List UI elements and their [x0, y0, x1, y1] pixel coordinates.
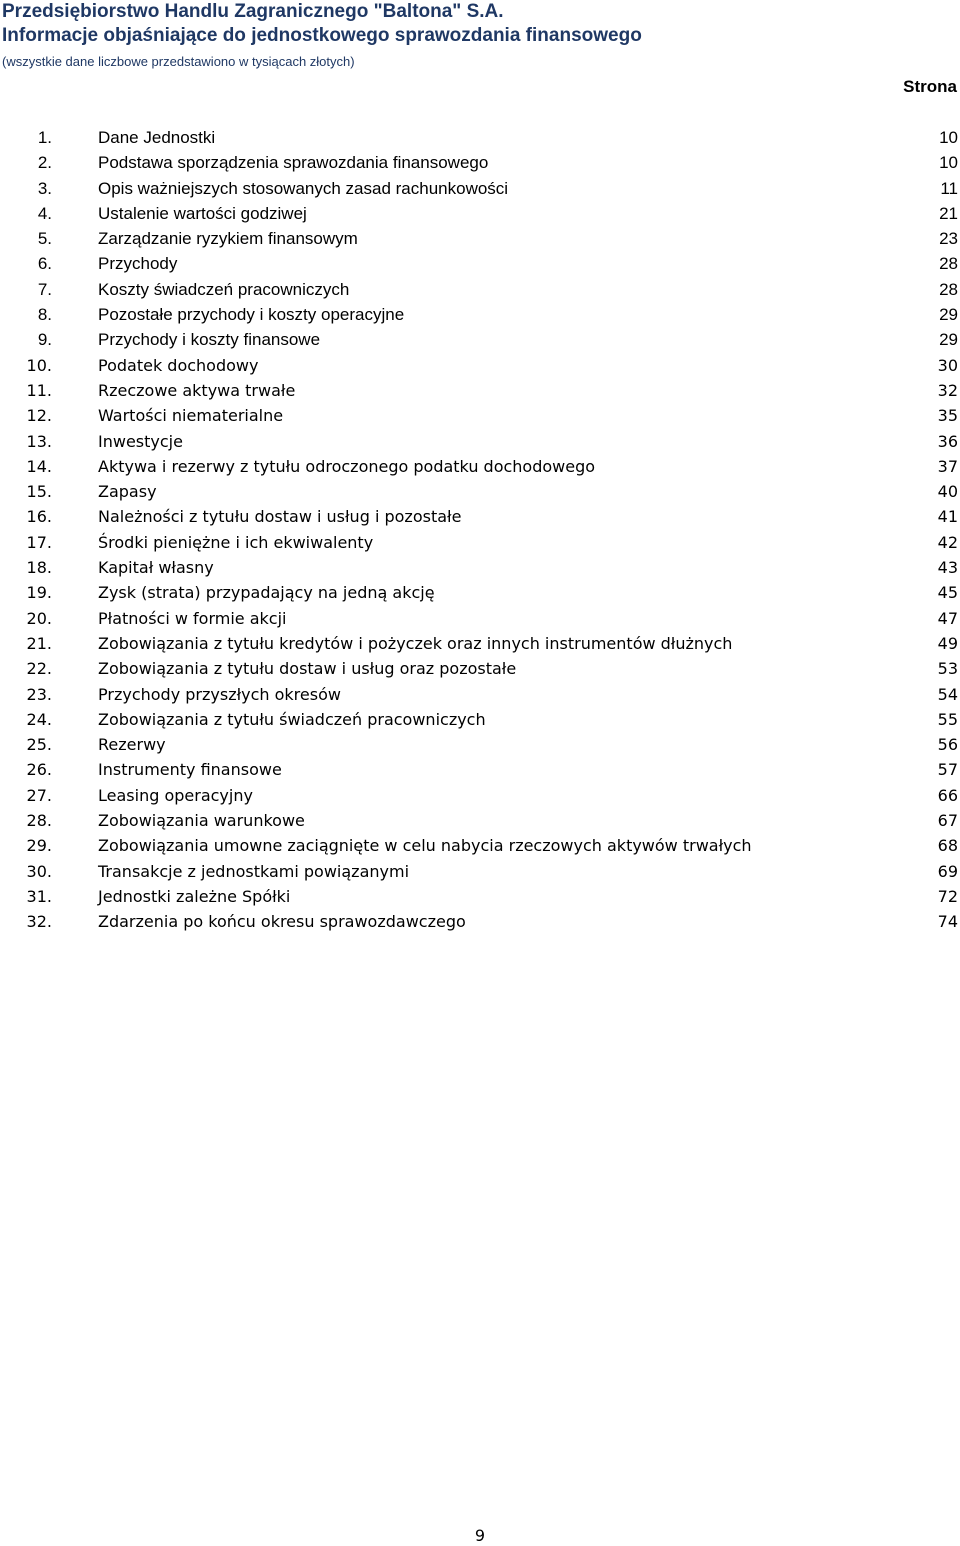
toc-entry[interactable]: [0, 530, 960, 555]
toc-entry-number: 23.: [26, 684, 52, 704]
toc-entry-number: 14.: [26, 456, 52, 476]
toc-entry-title: Zysk (strata) przypadający na jedną akcję: [98, 583, 435, 603]
toc-entry[interactable]: [0, 732, 960, 757]
toc-entry-number: 25.: [26, 735, 52, 755]
toc-entry[interactable]: [0, 757, 960, 782]
toc-entry-number: 29.: [26, 836, 52, 856]
toc-entry-page: 47: [937, 608, 958, 628]
toc-entry-title: Wartości niematerialne: [98, 406, 284, 426]
toc-entry-page: 21: [939, 203, 958, 223]
toc-entry-page: 11: [940, 178, 958, 198]
toc-entry-page: 28: [939, 279, 958, 299]
toc-entry-number: 26.: [26, 760, 52, 780]
toc-entry-number: 6.: [37, 254, 52, 274]
toc-entry-title: Instrumenty finansowe: [98, 760, 282, 780]
toc-entry[interactable]: [0, 277, 960, 302]
page-column-label: Strona: [903, 77, 957, 96]
table-of-contents: [0, 125, 960, 935]
toc-entry-number: 20.: [26, 608, 52, 628]
toc-entry-number: 24.: [26, 709, 52, 729]
toc-entry-number: 2.: [37, 153, 52, 173]
toc-entry-page: 69: [937, 861, 958, 881]
toc-entry-title: Leasing operacyjny: [98, 785, 253, 805]
toc-entry-title: Przychody przyszłych okresów: [98, 684, 341, 704]
toc-entry-number: 27.: [26, 785, 52, 805]
toc-entry-number: 12.: [26, 406, 52, 426]
toc-entry-page: 28: [939, 254, 958, 274]
toc-entry-number: 9.: [37, 330, 52, 350]
toc-entry-title: Zobowiązania warunkowe: [98, 811, 305, 831]
toc-entry-title: Jednostki zależne Spółki: [98, 886, 291, 906]
document-title: Informacje objaśniające do jednostkowego sprawozdania finansowego: [2, 25, 642, 46]
toc-entry-title: Podatek dochodowy: [98, 355, 259, 375]
toc-entry-number: 15.: [26, 482, 52, 502]
toc-entry[interactable]: [0, 808, 960, 833]
toc-entry-page: 74: [937, 912, 958, 932]
toc-entry-page: 42: [937, 532, 958, 552]
toc-entry-title: Środki pieniężne i ich ekwiwalenty: [98, 532, 374, 552]
toc-entry-page: 53: [937, 659, 958, 679]
toc-entry-number: 16.: [26, 507, 52, 527]
toc-entry-title: Zapasy: [98, 482, 157, 502]
toc-entry-title: Przychody i koszty finansowe: [98, 330, 321, 350]
toc-entry-title: Zarządzanie ryzykiem finansowym: [98, 229, 358, 249]
toc-entry-page: 35: [937, 406, 958, 426]
toc-entry-number: 22.: [26, 659, 52, 679]
toc-entry[interactable]: [0, 226, 960, 251]
toc-entry-page: 36: [937, 431, 958, 451]
toc-entry-title: Aktywa i rezerwy z tytułu odroczonego podatku dochodowego: [98, 456, 596, 476]
toc-entry-title: Zobowiązania z tytułu kredytów i pożyczek oraz innych instrumentów dłużnych: [98, 633, 733, 653]
toc-entry[interactable]: [0, 656, 960, 681]
toc-entry[interactable]: [0, 201, 960, 226]
toc-entry-number: 7.: [37, 279, 52, 299]
toc-entry-page: 49: [937, 633, 958, 653]
toc-entry-page: 10: [939, 153, 958, 173]
toc-entry[interactable]: [0, 150, 960, 175]
toc-entry-title: Przychody: [98, 254, 178, 274]
toc-entry-number: 1.: [37, 128, 52, 147]
toc-entry-page: 41: [937, 507, 958, 527]
units-note: (wszystkie dane liczbowe przedstawiono w tysiącach złotych): [2, 54, 355, 69]
toc-entry-page: 56: [937, 735, 958, 755]
toc-entry-number: 8.: [37, 305, 52, 325]
toc-entry-page: 55: [937, 709, 958, 729]
toc-entry-page: 67: [937, 811, 958, 831]
toc-entry-number: 10.: [26, 355, 52, 375]
toc-entry[interactable]: [0, 125, 960, 150]
toc-entry-title: Zobowiązania z tytułu świadczeń pracowniczych: [98, 709, 486, 729]
toc-entry[interactable]: [0, 176, 960, 201]
toc-entry[interactable]: [0, 555, 960, 580]
toc-entry[interactable]: [0, 353, 960, 378]
toc-entry-title: Należności z tytułu dostaw i usług i pozostałe: [98, 507, 462, 527]
toc-entry[interactable]: [0, 833, 960, 858]
toc-entry[interactable]: [0, 327, 960, 352]
toc-entry-page: 29: [939, 330, 958, 350]
toc-entry-title: Podstawa sporządzenia sprawozdania finansowego: [98, 153, 489, 173]
toc-entry[interactable]: [0, 251, 960, 276]
toc-entry[interactable]: [0, 859, 960, 884]
toc-entry-number: 21.: [26, 633, 52, 653]
toc-entry-title: Rezerwy: [98, 735, 166, 755]
toc-entry[interactable]: [0, 783, 960, 808]
toc-entry-page: 10: [939, 128, 958, 147]
toc-entry-title: Płatności w formie akcji: [98, 608, 287, 628]
toc-entry[interactable]: [0, 884, 960, 909]
toc-entry[interactable]: [0, 909, 960, 934]
toc-entry-title: Zobowiązania umowne zaciągnięte w celu nabycia rzeczowych aktywów trwałych: [98, 836, 752, 856]
toc-entry-number: 4.: [37, 203, 52, 223]
toc-entry[interactable]: [0, 429, 960, 454]
toc-entry[interactable]: [0, 504, 960, 529]
toc-entry-title: Inwestycje: [98, 431, 183, 451]
toc-entry-title: Transakcje z jednostkami powiązanymi: [98, 861, 410, 881]
toc-entry-number: 13.: [26, 431, 52, 451]
toc-entry-page: 29: [939, 305, 958, 325]
company-name: Przedsiębiorstwo Handlu Zagranicznego "Baltona" S.A.: [2, 1, 504, 22]
toc-entry-number: 30.: [26, 861, 52, 881]
toc-entry-number: 28.: [26, 811, 52, 831]
footer-page-number: 9: [474, 1526, 486, 1545]
toc-entry-title: Zdarzenia po końcu okresu sprawozdawczego: [98, 912, 466, 932]
toc-entry-page: 54: [937, 684, 958, 704]
toc-entry[interactable]: [0, 631, 960, 656]
toc-entry-page: 45: [937, 583, 958, 603]
toc-entry-number: 19.: [26, 583, 52, 603]
toc-entry-number: 31.: [26, 886, 52, 906]
toc-entry-number: 11.: [26, 380, 52, 400]
toc-entry[interactable]: [0, 403, 960, 428]
toc-entry-title: Opis ważniejszych stosowanych zasad rachunkowości: [98, 178, 509, 198]
toc-entry[interactable]: [0, 479, 960, 504]
toc-entry-page: 66: [937, 785, 958, 805]
toc-entry[interactable]: [0, 302, 960, 327]
toc-entry-page: 32: [937, 380, 958, 400]
toc-entry-page: 37: [937, 456, 958, 476]
toc-entry-number: 18.: [26, 558, 52, 578]
toc-entry-title: Rzeczowe aktywa trwałe: [98, 380, 296, 400]
toc-entry-page: 40: [937, 482, 958, 502]
toc-entry-number: 32.: [26, 912, 52, 932]
toc-entry-title: Koszty świadczeń pracowniczych: [98, 279, 350, 299]
toc-entry[interactable]: [0, 580, 960, 605]
toc-entry-page: 43: [937, 558, 958, 578]
toc-entry-number: 17.: [26, 532, 52, 552]
toc-entry-page: 23: [939, 229, 958, 249]
toc-entry-number: 5.: [37, 229, 52, 249]
toc-entry-page: 30: [937, 355, 958, 375]
toc-entry[interactable]: [0, 378, 960, 403]
toc-entry-title: Kapitał własny: [98, 558, 214, 578]
toc-entry-page: 57: [937, 760, 958, 780]
toc-entry[interactable]: [0, 682, 960, 707]
toc-entry-title: Zobowiązania z tytułu dostaw i usług oraz pozostałe: [98, 659, 517, 679]
toc-entry-number: 3.: [37, 178, 52, 198]
toc-entry[interactable]: [0, 606, 960, 631]
toc-entry-title: Dane Jednostki: [98, 128, 216, 147]
toc-entry-page: 72: [937, 886, 958, 906]
toc-entry[interactable]: [0, 454, 960, 479]
toc-entry-title: Pozostałe przychody i koszty operacyjne: [98, 305, 405, 325]
toc-entry-page: 68: [937, 836, 958, 856]
toc-entry-title: Ustalenie wartości godziwej: [98, 203, 307, 223]
toc-entry[interactable]: [0, 707, 960, 732]
